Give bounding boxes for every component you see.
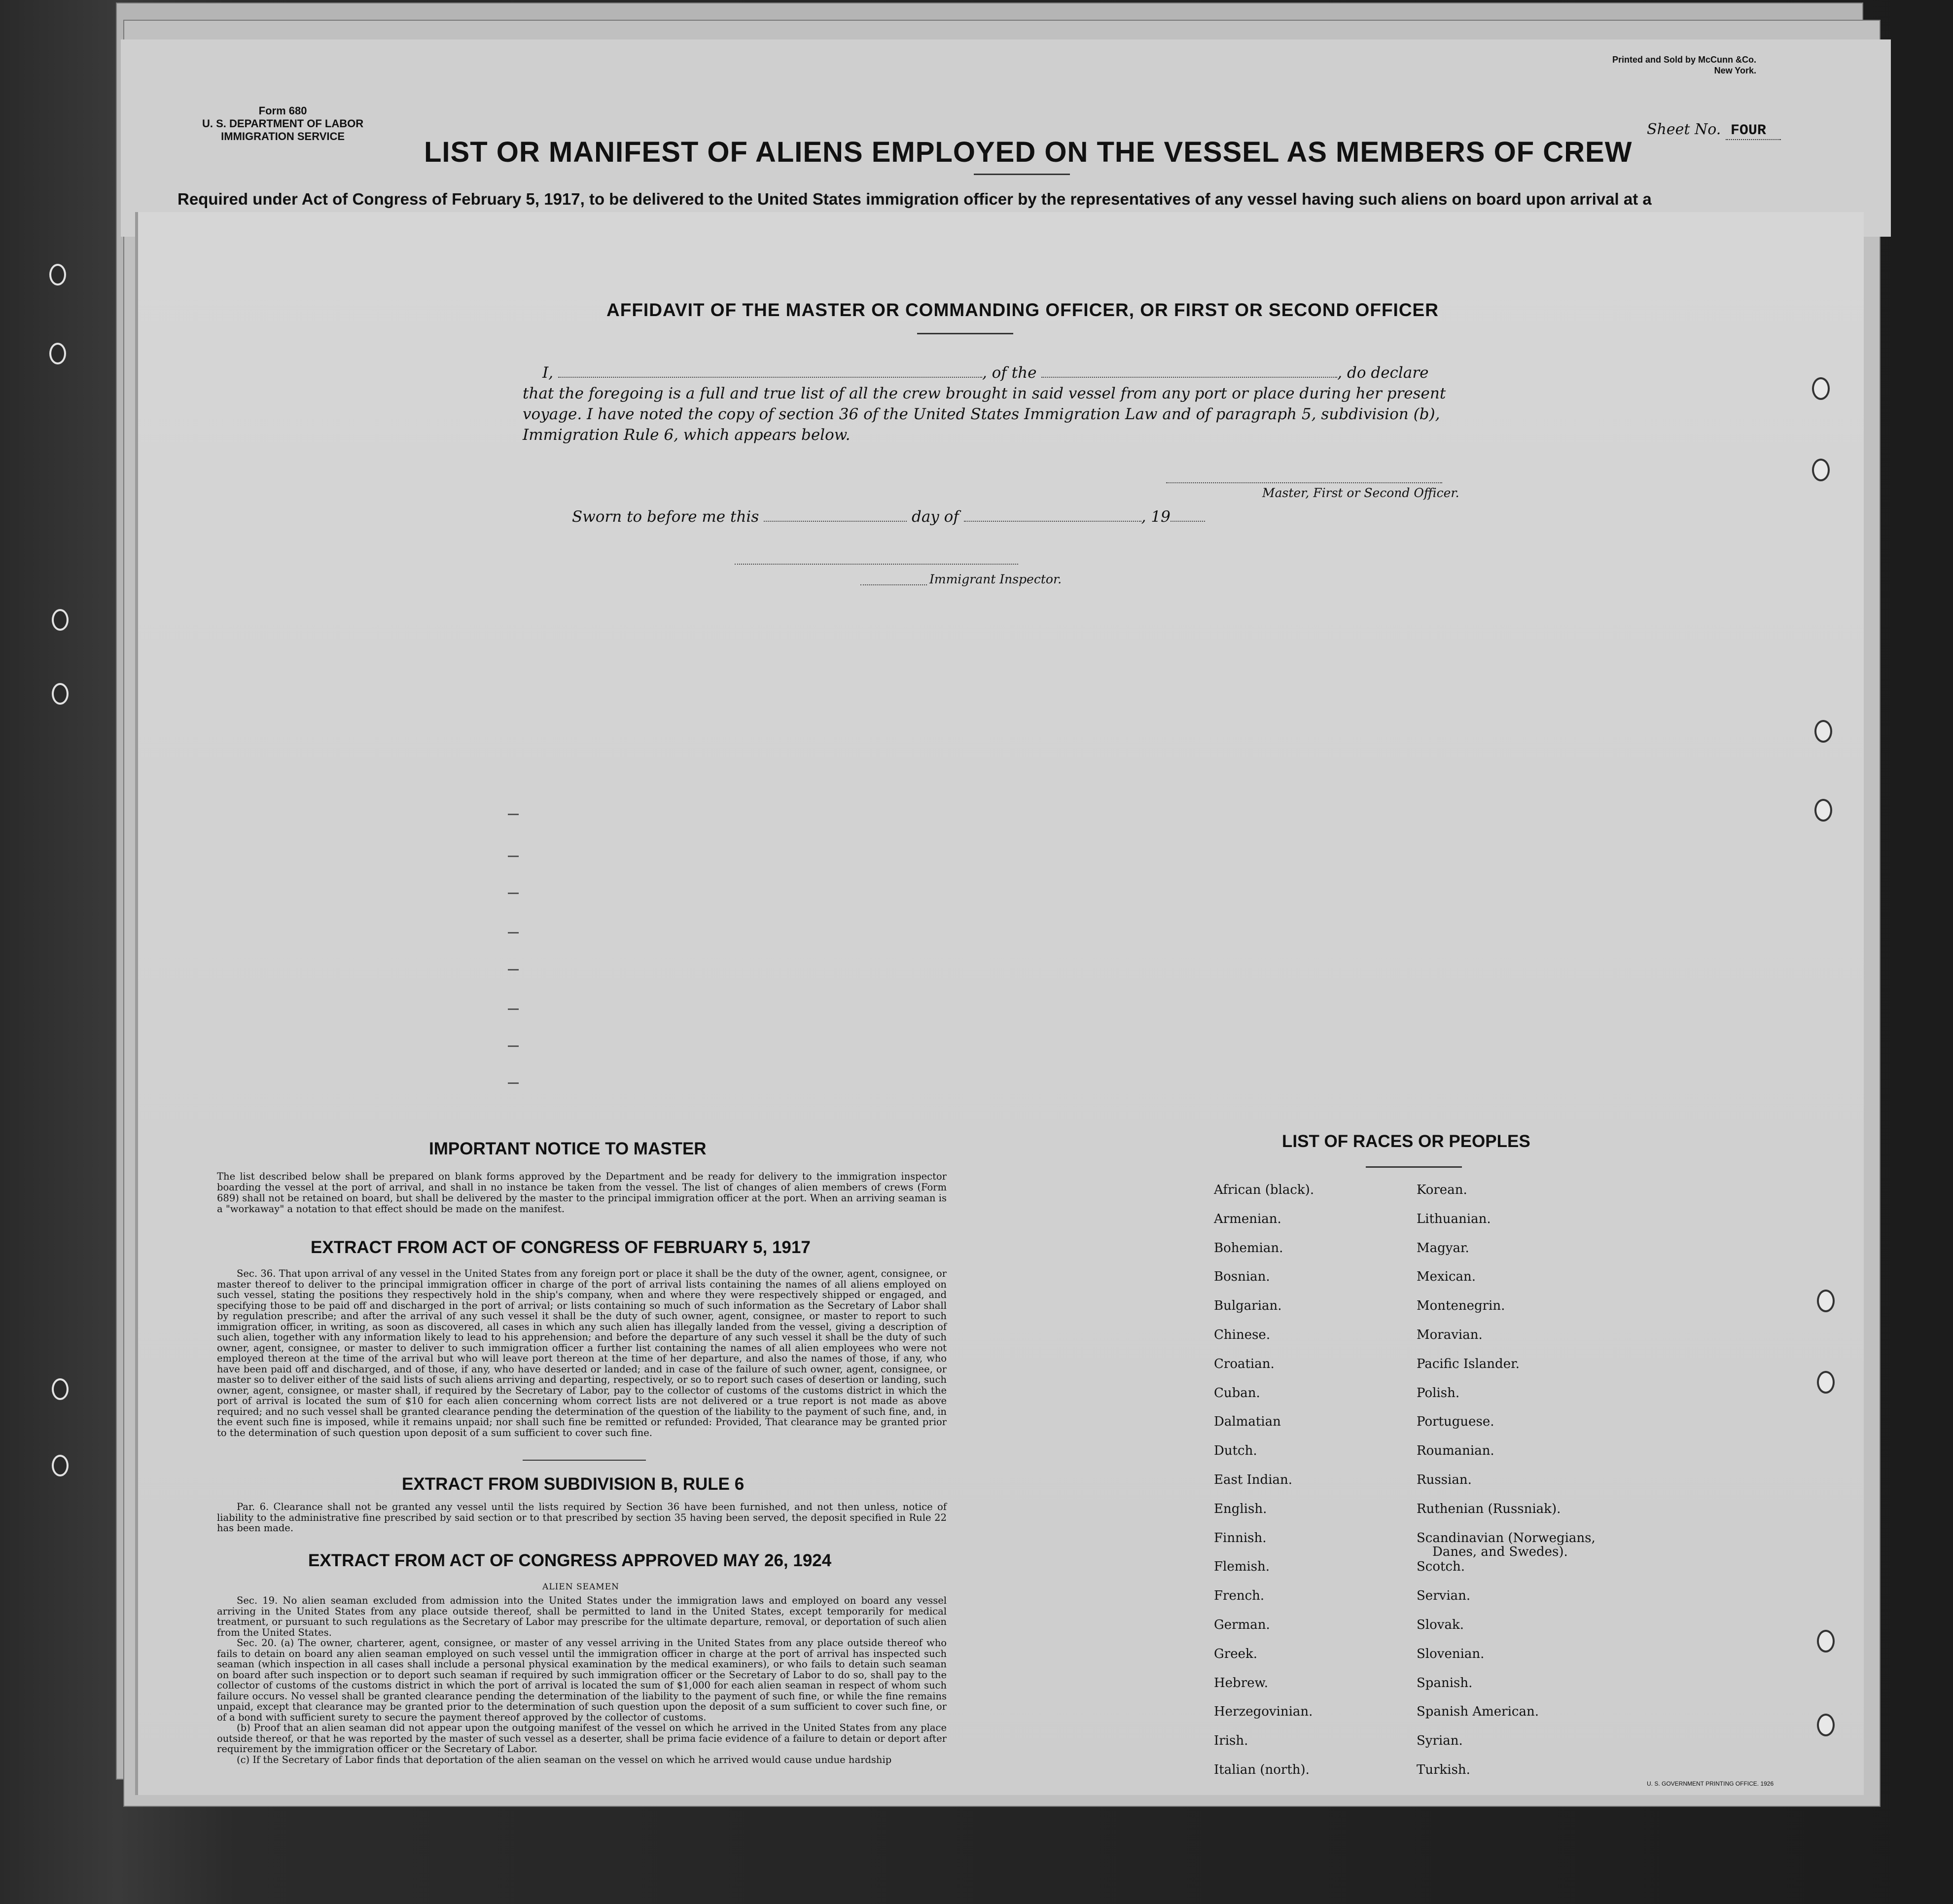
race-item: East Indian. [1214,1473,1293,1487]
inspector-signature-line[interactable] [735,564,1018,565]
notice-body: The list described below shall be prepared on blank forms approved by the Department and be ready for delivery to the immigration inspector boarding the vessel at the port of arrival, and shall in no instance be taken from the vessel. The list of changes of alien members of crews (Form 689) shall not be retained on board, but shall be delivered by the master to the principal immigration officer at the port. When an arriving seaman is a "workaway" a notation to that effect should be made on the manifest. [217,1171,947,1215]
binder-hole [1812,459,1830,481]
binder-hole [52,1378,69,1400]
sheet-number [1647,121,1781,139]
binder-hole [1817,1371,1835,1394]
race-item: German. [1214,1617,1270,1632]
race-item: Spanish. [1417,1675,1473,1690]
manifest-title: LIST OR MANIFEST OF ALIENS EMPLOYED ON THE VESSEL AS MEMBERS OF CREW [424,136,1633,168]
race-item: Bosnian. [1214,1269,1270,1285]
sworn-month-field[interactable] [964,510,1141,522]
race-item: Mexican. [1417,1269,1476,1285]
binder-hole [52,683,69,705]
race-item: Montenegrin. [1417,1298,1505,1314]
race-item: Scandinavian (Norwegians, [1417,1530,1596,1545]
race-item: Lithuanian. [1417,1211,1491,1226]
section-divider [523,1460,646,1461]
row-tick [508,893,519,894]
race-item: Irish. [1214,1733,1248,1749]
alien-seamen-subtitle: ALIEN SEAMEN [542,1582,619,1592]
affidavit-title: AFFIDAVIT OF THE MASTER OR COMMANDING OFFICER, OR FIRST OR SECOND OFFICER [606,300,1439,320]
race-item: English. [1214,1501,1267,1516]
race-item: Hebrew. [1214,1675,1268,1690]
sheet-number-label: Sheet No. [1647,121,1721,138]
race-item: Spanish American. [1417,1704,1539,1720]
sworn-day-field[interactable] [764,510,907,522]
title-underline [974,174,1070,175]
printer-imprint [1612,54,1756,76]
races-title: LIST OF RACES OR PEOPLES [1282,1132,1530,1151]
extract-1924-body [217,1595,947,1788]
required-notice: Required under Act of Congress of February 5, 1917, to be delivered to the United States immigration officer by the representatives of any vessel having such aliens on board upon arrival at a [178,190,1652,208]
race-item: Syrian. [1417,1733,1463,1749]
of-the-label: , of the [982,364,1037,382]
race-item: Turkish. [1417,1762,1470,1777]
binder-hole [52,609,69,631]
master-signature-label: Master, First or Second Officer. [1262,486,1459,500]
binder-hole [49,343,66,364]
row-tick [508,1045,519,1047]
notice-title: IMPORTANT NOTICE TO MASTER [429,1139,707,1158]
race-item: Slovak. [1417,1617,1464,1632]
extract-1917-body: Sec. 36. That upon arrival of any vessel in the United States from any foreign port or place it shall be the duty of the owner, agent, consignee, or master thereof to deliver to the principal immigration officer in charge of the port of arrival lists containing the names of all aliens employed on such vessel, stating the positions they respectively hold in the ship's company, when and where they were respectively shipped or engaged, and specifying those to be paid off and discharged in the port of arrival; or lists containing so much of such information as the Secretary of Labor shall by regulation prescribe; and after the arrival of any such vessel it shall be the duty of such owner, agent, consignee, or master to report to such immigration officer, in writing, as soon as discovered, all cases in which any such alien has illegally landed from the vessel, giving a description of such alien, together with any information likely to lead to his apprehension; and before the departure of any such vessel it shall be the duty of such owner, agent, consignee, or master to deliver to such immigration officer a further list containing the names of all alien employees who were not employed thereon at the time of the arrival but who will leave port thereon at the time of her departure, and also the names of those, if any, who have been paid off and discharged, and of those, if any, who have deserted or landed; and in case of the failure of such owner, agent, consignee, or master so to deliver either of the said lists of such aliens arriving and departing, respectively, or so to report such cases of desertion or landing, such owner, agent, consignee, or master shall, if required by the Secretary of Labor, pay to the collector of customs of the customs district in which the port of arrival is located the sum of $10 for each alien concerning whom correct lists are not delivered or a true report is not made as above required; and no such vessel shall be granted clearance pending the determination of the question of the liability to the payment of such fine, and, in the event such fine is imposed, while it remains unpaid; nor shall such fine be remitted or refunded: Provided, That clearance may be granted prior to the determination of such question upon deposit of a sum sufficient to cover such fine. [217,1268,947,1438]
binder-hole [1817,1290,1835,1312]
race-item: African (black). [1214,1183,1314,1197]
vessel-name-field[interactable] [1041,366,1337,378]
rule6-body: Par. 6. Clearance shall not be granted any vessel until the lists required by Section 36 have been furnished, and not then unless, notice of liability to the administrative fine prescribed by said section or to that prescribed by section 35 having been served, the deposit specified in Rule 22 has been made. [217,1501,947,1534]
extract-1917-title: EXTRACT FROM ACT OF CONGRESS OF FEBRUARY 5, 1917 [311,1238,811,1257]
race-item: Chinese. [1214,1328,1271,1342]
day-of-label: day of [911,508,959,526]
race-item: Armenian. [1214,1211,1281,1226]
race-item: Finnish. [1214,1530,1267,1545]
race-item: Herzegovinian. [1214,1704,1313,1720]
binder-hole [49,264,66,286]
race-item: Roumanian. [1417,1443,1494,1459]
binder-hole [1812,377,1830,400]
printer-name: Printed and Sold by McCunn &Co. [1612,55,1756,65]
race-item: Portuguese. [1417,1414,1494,1430]
row-tick [508,1082,519,1084]
sec20c-text: (c) If the Secretary of Labor finds that deportation of the alien seaman on the vessel on which he arrived would cause undue hardship [237,1754,892,1765]
sec20a-text: Sec. 20. (a) The owner, charterer, agent, consignee, or master of any vessel arriving in the United States from any place outside thereof who fails to detain on board any alien seaman employed on such vessel until the immigration officer in charge at the port of arrival has inspected such seaman (which inspection in all cases shall include a personal physical examination by the medical examiners), or who fails to detain such seaman on board after such inspection or to deport such seaman if required by such immigration officer or the Secretary of Labor to do so, shall pay to the collector of customs of the customs district in which the port of arrival is located the sum of $1,000 for each alien seaman in respect of whom such failure occurs. No vessel shall be granted clearance pending the determination of the liability to the payment of such fine, or while the fine remains unpaid, except that clearance may be granted prior to the determination of such question upon the deposit of a sum sufficient to cover such fine, or of a bond with sufficient surety to secure the payment thereof approved by the collector of customs. [217,1637,947,1723]
declaration-body-1: that the foregoing is a full and true list of all the crew brought in said vessel from any port or place during her present [523,385,1446,402]
extract-1924-title: EXTRACT FROM ACT OF CONGRESS APPROVED MAY 26, 1924 [308,1551,832,1570]
race-item: Flemish. [1214,1559,1270,1575]
sec20b-text: (b) Proof that an alien seaman did not appear upon the outgoing manifest of the vessel on which he arrived in the United States from any place outside thereof, or that he was reported by the master of such vessel as a deserter, shall be prima facie evidence of a failure to detain or deport after requirement by the immigration officer or the Secretary of Labor. [217,1722,947,1755]
form-number: Form 680 [258,105,307,117]
service-name: IMMIGRATION SERVICE [221,130,345,143]
row-tick [508,932,519,934]
row-tick [508,969,519,970]
year-label: , 19 [1141,508,1171,526]
department-name: U. S. DEPARTMENT OF LABOR [202,117,364,130]
binder-hole [1817,1714,1835,1736]
govt-printing-imprint: U. S. GOVERNMENT PRINTING OFFICE. 1926 [1647,1780,1774,1787]
race-item: Moravian. [1417,1328,1483,1342]
officer-name-field[interactable] [558,366,982,378]
sheet-number-value: FOUR [1726,122,1781,140]
do-declare-label: , do declare [1337,364,1429,382]
race-item: Bulgarian. [1214,1298,1282,1314]
race-item: Polish. [1417,1385,1460,1401]
races-underline [1366,1166,1462,1168]
sworn-label: Sworn to before me this [572,508,759,526]
affidavit-declaration [523,362,1489,445]
sec19-text: Sec. 19. No alien seaman excluded from admission into the United States under the immigration laws and employed on board any vessel arriving in the United States from any place outside thereof, shall be permitted to land in the United States, except temporarily for medical treatment, or pursuant to such regulations as the Secretary of Labor may prescribe for the ultimate departure, removal, or deportation of such alien from the United States. [217,1595,947,1638]
race-item: Magyar. [1417,1240,1469,1256]
race-item: Pacific Islander. [1417,1356,1520,1371]
binder-hole [1817,1630,1835,1653]
declaration-line [523,362,1489,383]
race-item: Servian. [1417,1588,1471,1604]
race-item: Dalmatian [1214,1414,1281,1430]
row-tick [508,1008,519,1010]
race-item: Scotch. [1417,1559,1465,1575]
race-item: Cuban. [1214,1385,1260,1401]
inspector-short-line [860,584,927,585]
i-label: I, [542,364,554,382]
declaration-body-3: Immigration Rule 6, which appears below. [523,426,851,444]
binder-hole [52,1455,69,1476]
race-item: Korean. [1417,1183,1467,1197]
affidavit-underline [917,333,1013,334]
master-signature-line[interactable] [1166,482,1442,483]
row-tick [508,814,519,815]
race-item: Danes, and Swedes). [1432,1544,1568,1559]
inspector-label: Immigrant Inspector. [929,572,1062,586]
rule6-title: EXTRACT FROM SUBDIVISION B, RULE 6 [402,1474,745,1494]
declaration-body-2: voyage. I have noted the copy of section 36 of the United States Immigration Law and of paragraph 5, subdivision (b), [523,405,1440,423]
race-item: Ruthenian (Russniak). [1417,1501,1561,1516]
row-tick [508,856,519,857]
binder-hole [1814,720,1832,743]
race-item: Greek. [1214,1646,1257,1661]
race-item: French. [1214,1588,1265,1604]
printer-city: New York. [1714,66,1756,75]
race-item: Russian. [1417,1473,1472,1487]
race-item: Bohemian. [1214,1240,1283,1256]
binder-hole [1814,799,1832,822]
sworn-year-field[interactable] [1171,510,1205,522]
form-identifier [202,105,363,143]
sworn-line [572,508,1205,526]
race-item: Italian (north). [1214,1762,1310,1777]
race-item: Dutch. [1214,1443,1257,1459]
race-item: Slovenian. [1417,1646,1485,1661]
race-item: Croatian. [1214,1356,1275,1371]
